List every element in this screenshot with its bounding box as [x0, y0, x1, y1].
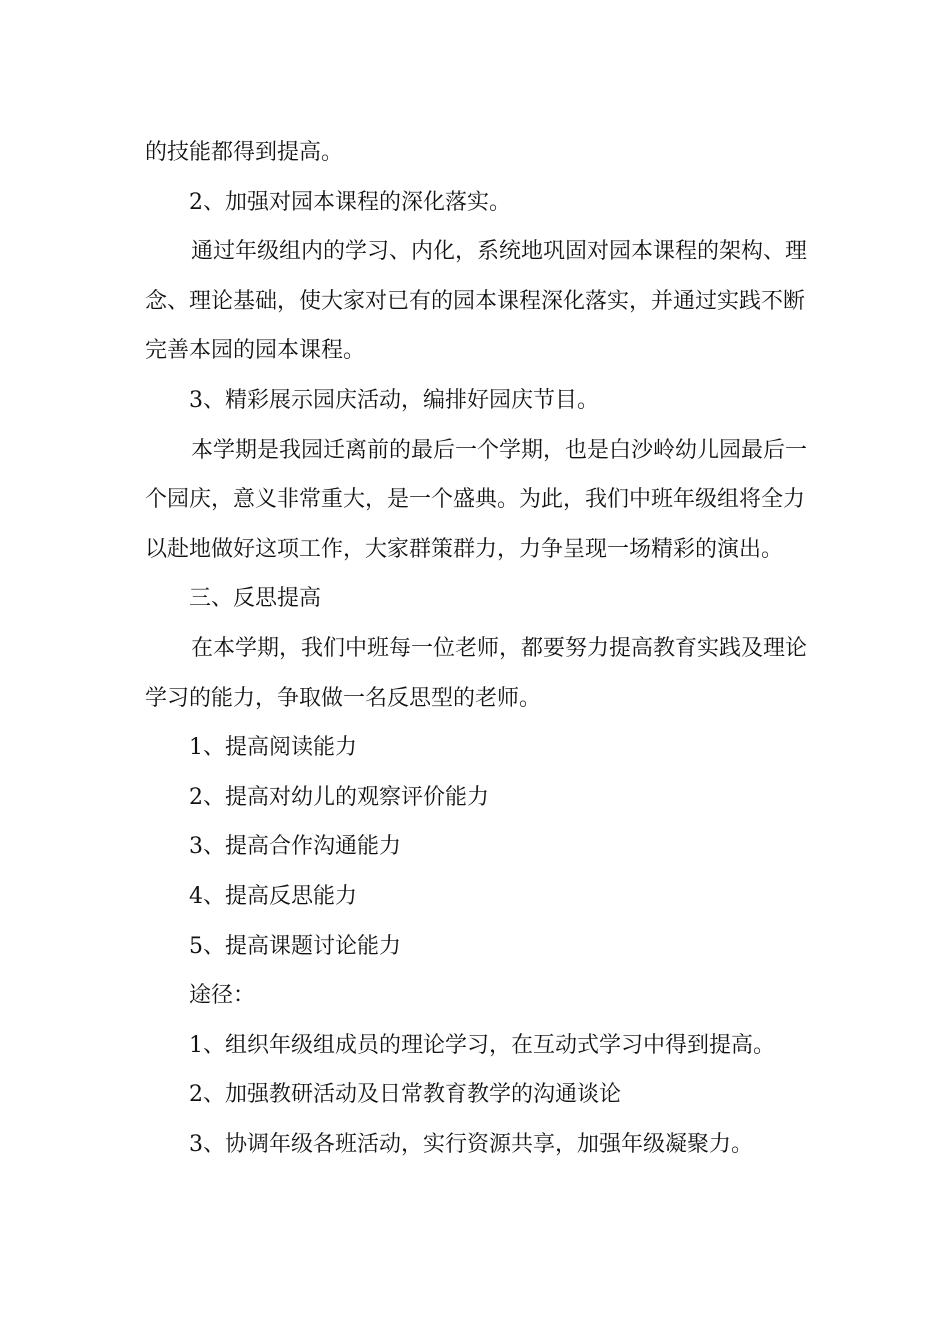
list-item: 1、提高阅读能力 [189, 735, 357, 761]
list-item: 3、协调年级各班活动，实行资源共享，加强年级凝聚力。 [189, 1131, 753, 1157]
sub-heading: 途径： [189, 983, 256, 1009]
body-paragraph: 本学期是我园迁离前的最后一个学期，也是白沙岭幼儿园最后一个园庆，意义非常重大，是一个盛典。为此，我们中班年级组将全力以赴地做好这项工作，大家群策群力，力争呈现一场精彩的演出。 [145, 437, 808, 562]
body-paragraph: 通过年级组内的学习、内化，系统地巩固对园本课程的架构、理念、理论基础，使大家对已有的园本课程深化落实，并通过实践不断完善本园的园本课程。 [145, 239, 808, 364]
list-item: 5、提高课题讨论能力 [189, 933, 401, 959]
list-item: 2、提高对幼儿的观察评价能力 [189, 784, 489, 810]
list-item: 1、组织年级组成员的理论学习，在互动式学习中得到提高。 [189, 1032, 775, 1058]
paragraph-continuation: 的技能都得到提高。 [145, 140, 344, 165]
section-heading: 三、反思提高 [189, 586, 322, 612]
list-item: 4、提高反思能力 [189, 883, 357, 909]
document-body [145, 128, 810, 1169]
item-heading: 3、精彩展示园庆活动，编排好园庆节目。 [189, 387, 599, 413]
item-heading: 2、加强对园本课程的深化落实。 [189, 189, 511, 215]
list-item: 3、提高合作沟通能力 [189, 834, 401, 860]
body-paragraph: 在本学期，我们中班每一位老师，都要努力提高教育实践及理论学习的能力，争取做一名反思型的老师。 [145, 635, 808, 711]
list-item: 2、加强教研活动及日常教育教学的沟通谈论 [189, 1082, 621, 1108]
